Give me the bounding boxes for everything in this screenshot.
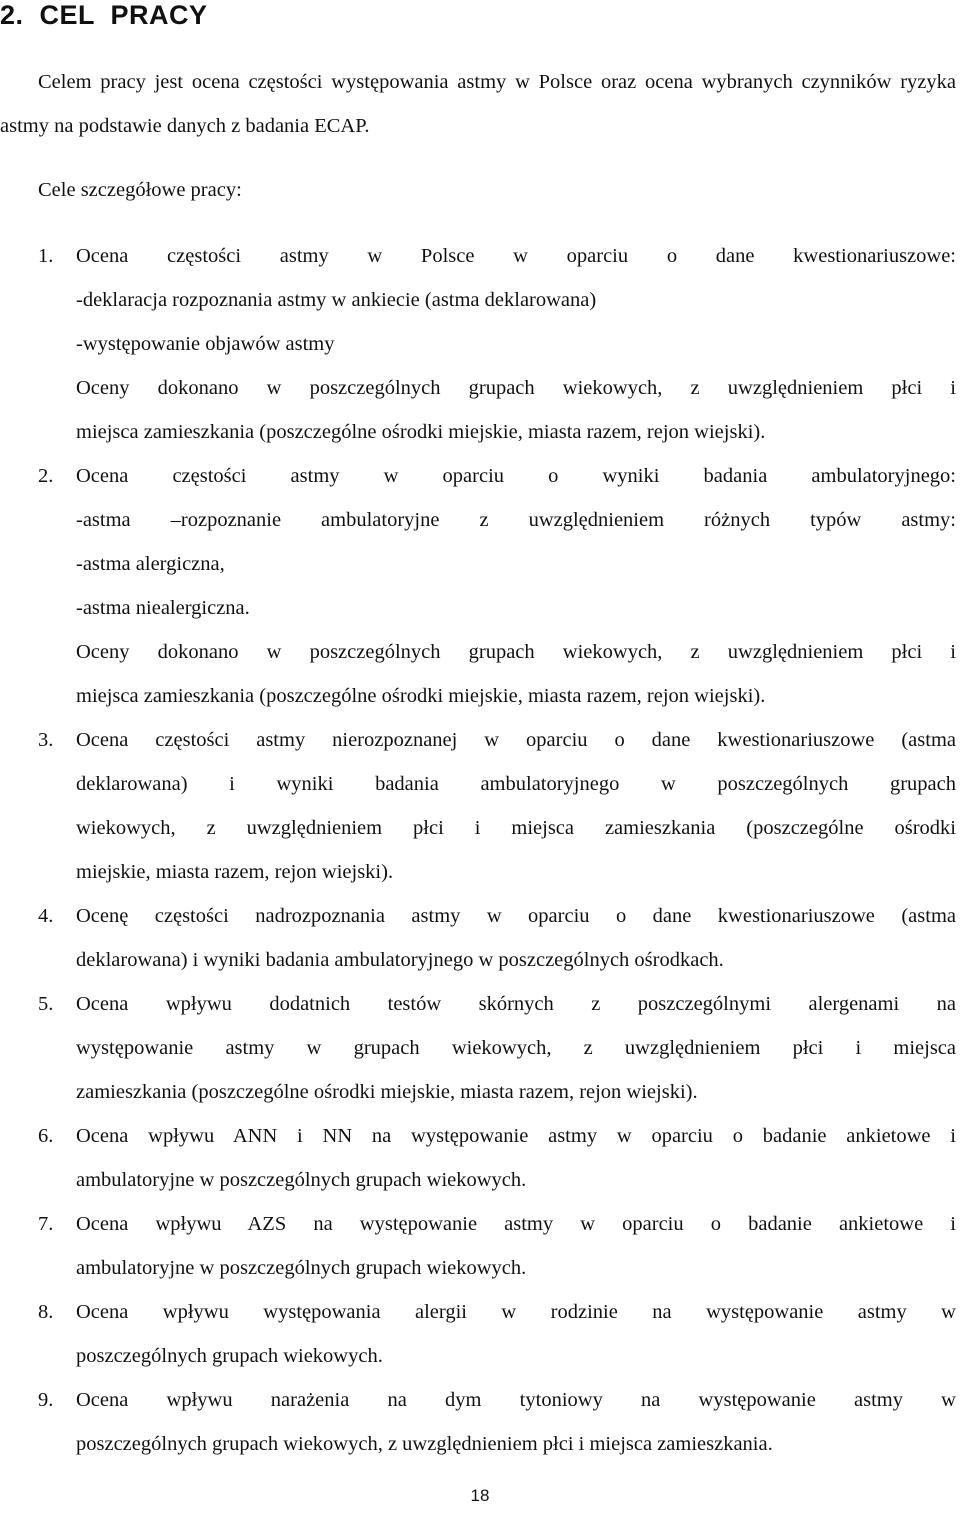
goal-line: wiekowych, z uwzględnieniem płci i miejsca zamieszkania (poszczególne ośrodki — [76, 817, 956, 839]
intro-paragraph: Celem pracy jest ocena częstości występowania astmy w Polsce oraz ocena wybranych czynników ryzyka astmy na podstawie danych z badania ECAP. — [0, 71, 956, 137]
goal-line: deklarowana) i wyniki badania ambulatoryjnego w poszczególnych grupach — [76, 773, 956, 795]
goals-list — [0, 234, 956, 1466]
goal-line: zamieszkania (poszczególne ośrodki miejskie, miasta razem, rejon wiejski). — [76, 1081, 698, 1103]
goal-line: Ocena częstości astmy w oparciu o wyniki badania ambulatoryjnego: — [76, 465, 956, 487]
goal-number: 2. — [38, 465, 54, 487]
goal-line: Ocenę częstości nadrozpoznania astmy w oparciu o dane kwestionariuszowe (astma — [76, 905, 956, 927]
goal-item — [0, 1202, 956, 1290]
goal-line: -astma alergiczna, — [76, 553, 225, 575]
goal-line: poszczególnych grupach wiekowych, z uwzględnieniem płci i miejsca zamieszkania. — [76, 1433, 773, 1455]
goal-line: poszczególnych grupach wiekowych. — [76, 1345, 383, 1367]
goal-line: Ocena wpływu występowania alergii w rodzinie na występowanie astmy w — [76, 1301, 956, 1323]
goal-line: Ocena częstości astmy w Polsce w oparciu o dane kwestionariuszowe: — [76, 245, 956, 267]
goal-item — [0, 234, 956, 454]
goal-item — [0, 982, 956, 1114]
goal-line: -astma niealergiczna. — [76, 597, 250, 619]
goal-number: 4. — [38, 905, 54, 927]
goal-line: deklarowana) i wyniki badania ambulatoryjnego w poszczególnych ośrodkach. — [76, 949, 724, 971]
goal-item — [0, 1290, 956, 1378]
goal-number: 1. — [38, 245, 54, 267]
goal-line: -występowanie objawów astmy — [76, 333, 335, 355]
goal-number: 6. — [38, 1125, 54, 1147]
page-number: 18 — [470, 1486, 490, 1505]
goal-item — [0, 1114, 956, 1202]
goal-number: 9. — [38, 1389, 54, 1411]
goal-item — [0, 1378, 956, 1466]
goal-line: miejskie, miasta razem, rejon wiejski). — [76, 861, 394, 883]
goal-number: 5. — [38, 993, 54, 1015]
goal-line: Ocena częstości astmy nierozpoznanej w oparciu o dane kwestionariuszowe (astma — [76, 729, 956, 751]
section-heading: 2. CEL PRACY — [0, 0, 208, 30]
goal-line: Oceny dokonano w poszczególnych grupach wiekowych, z uwzględnieniem płci i — [76, 641, 956, 663]
goal-item — [0, 894, 956, 982]
goal-line: występowanie astmy w grupach wiekowych, z uwzględnieniem płci i miejsca — [76, 1037, 956, 1059]
goal-line: ambulatoryjne w poszczególnych grupach wiekowych. — [76, 1169, 527, 1191]
goal-number: 3. — [38, 729, 54, 751]
goal-number: 7. — [38, 1213, 54, 1235]
goal-number: 8. — [38, 1301, 54, 1323]
goal-line: -astma –rozpoznanie ambulatoryjne z uwzględnieniem różnych typów astmy: — [76, 509, 956, 531]
goal-line: Ocena wpływu dodatnich testów skórnych z poszczególnymi alergenami na — [76, 993, 956, 1015]
goal-line: ambulatoryjne w poszczególnych grupach wiekowych. — [76, 1257, 527, 1279]
goal-line: Ocena wpływu narażenia na dym tytoniowy na występowanie astmy w — [76, 1389, 956, 1411]
goal-item — [0, 454, 956, 718]
subheading: Cele szczegółowe pracy: — [38, 179, 242, 201]
goal-line: miejsca zamieszkania (poszczególne ośrodki miejskie, miasta razem, rejon wiejski). — [76, 421, 766, 443]
goal-item — [0, 718, 956, 894]
goal-line: -deklaracja rozpoznania astmy w ankiecie (astma deklarowana) — [76, 289, 597, 311]
goal-line: Oceny dokonano w poszczególnych grupach wiekowych, z uwzględnieniem płci i — [76, 377, 956, 399]
goal-line: miejsca zamieszkania (poszczególne ośrodki miejskie, miasta razem, rejon wiejski). — [76, 685, 766, 707]
goal-line: Ocena wpływu ANN i NN na występowanie astmy w oparciu o badanie ankietowe i — [76, 1125, 956, 1147]
goal-line: Ocena wpływu AZS na występowanie astmy w oparciu o badanie ankietowe i — [76, 1213, 956, 1235]
